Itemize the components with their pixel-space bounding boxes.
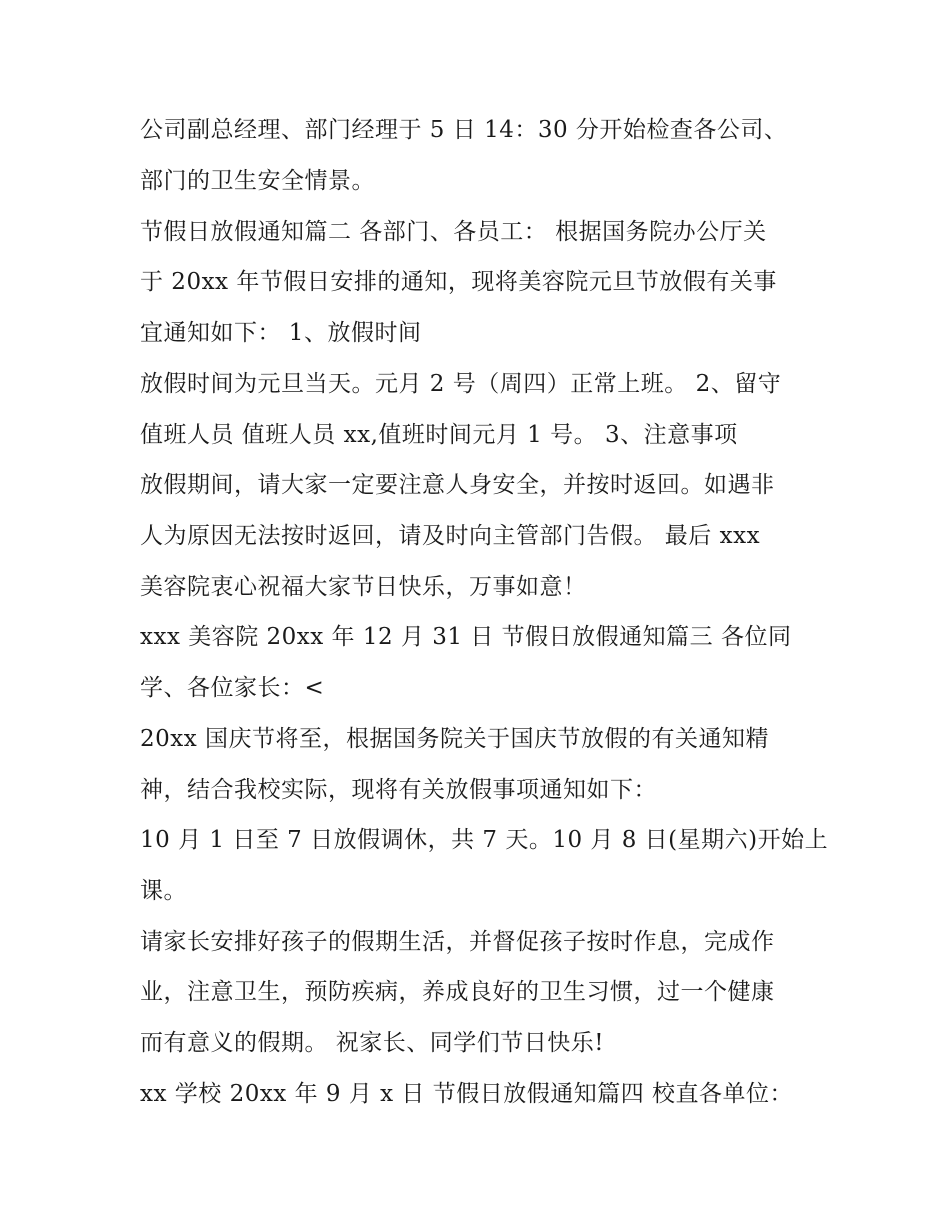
- text-line: 业，注意卫生，预防疾病，养成良好的卫生习惯，过一个健康: [140, 979, 775, 1005]
- text-line: 放假时间为元旦当天。元月 2 号（周四）正常上班。 2、留守: [140, 371, 782, 397]
- text-line: 节假日放假通知篇二 各部门、各员工： 根据国务院办公厅关: [140, 219, 767, 245]
- text-line: 请家长安排好孩子的假期生活，并督促孩子按时作息，完成作: [140, 929, 775, 955]
- text-line: 人为原因无法按时返回，请及时向主管部门告假。 最后 xxx: [140, 523, 761, 549]
- text-line: 宜通知如下： 1、放假时间: [140, 320, 422, 346]
- text-line: 公司副总经理、部门经理于 5 日 14：30 分开始检查各公司、: [140, 117, 788, 143]
- text-line: xx 学校 20xx 年 9 月 x 日 节假日放假通知篇四 校直各单位：: [140, 1081, 794, 1107]
- text-line: 10 月 1 日至 7 日放假调休，共 7 天。10 月 8 日(星期六)开始上: [140, 827, 829, 853]
- text-line: 放假期间，请大家一定要注意人身安全，并按时返回。如遇非: [140, 472, 775, 498]
- text-line: 值班人员 值班人员 xx,值班时间元月 1 号。 3、注意事项: [140, 422, 738, 448]
- text-line: 于 20xx 年节假日安排的通知，现将美容院元旦节放假有关事: [140, 269, 777, 295]
- text-line: 美容院衷心祝福大家节日快乐，万事如意！: [140, 574, 587, 600]
- text-line: 神，结合我校实际，现将有关放假事项通知如下：: [140, 777, 657, 803]
- text-line: 学、各位家长：<: [140, 675, 325, 701]
- text-line: 20xx 国庆节将至，根据国务院关于国庆节放假的有关通知精: [140, 726, 770, 752]
- text-line: 课。: [140, 878, 187, 904]
- text-line: 部门的卫生安全情景。: [140, 168, 375, 194]
- text-line: xxx 美容院 20xx 年 12 月 31 日 节假日放假通知篇三 各位同: [140, 624, 792, 650]
- text-line: 而有意义的假期。 祝家长、同学们节日快乐!: [140, 1030, 605, 1056]
